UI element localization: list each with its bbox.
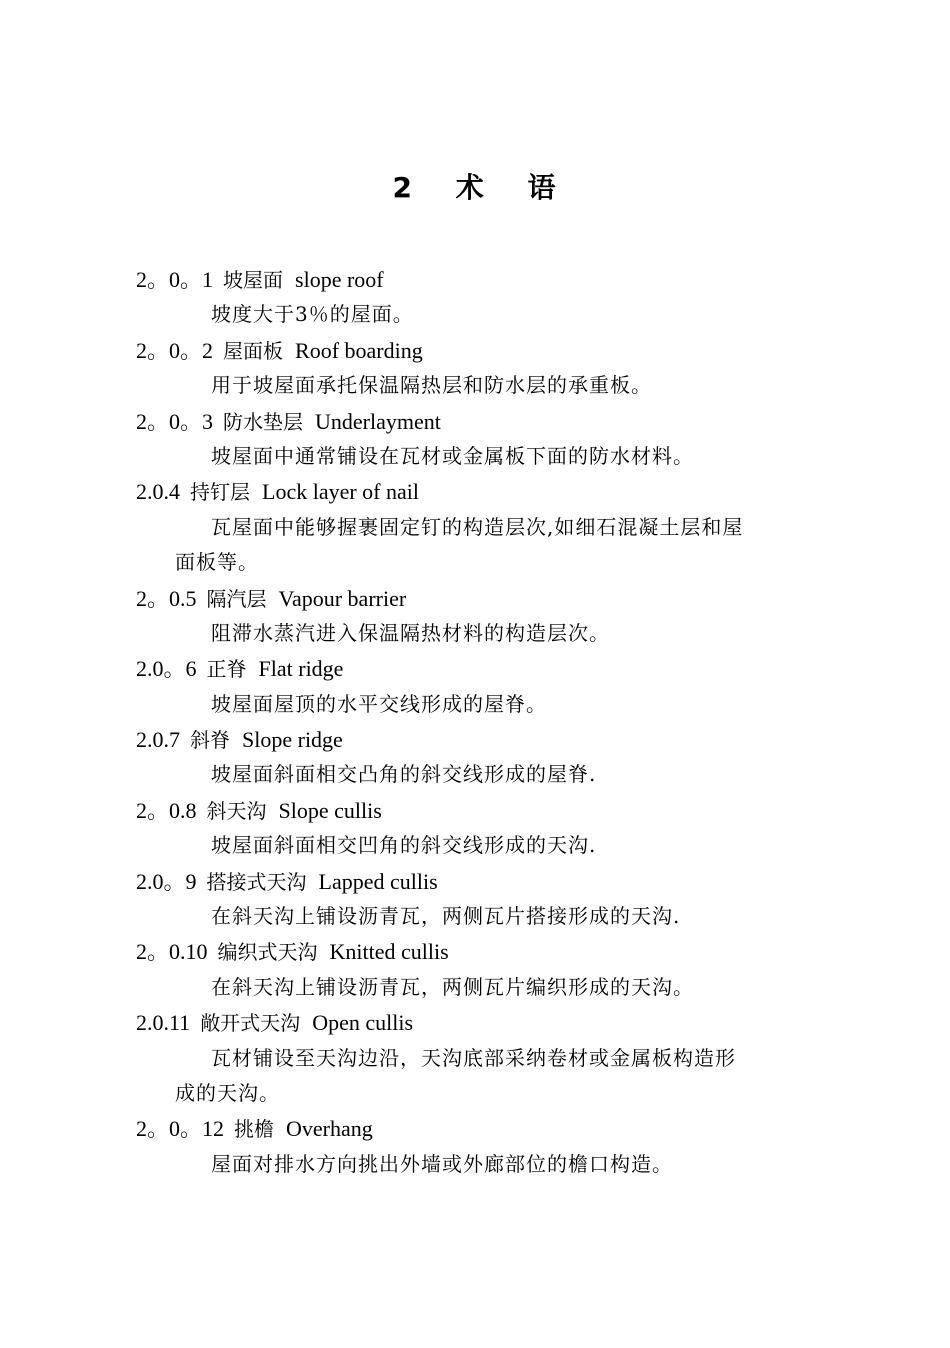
term-definition-continued: 成的天沟。: [175, 1080, 280, 1105]
term-entry: [0, 262, 950, 297]
term-english: Slope ridge: [242, 727, 343, 753]
term-english: Underlayment: [315, 408, 441, 434]
term-english: Open cullis: [312, 1010, 414, 1036]
term-entry: [0, 1111, 950, 1146]
term-number: 2。0。1: [136, 267, 214, 292]
term-number: 2。0。2: [136, 337, 214, 363]
term-number: 2。0.8: [136, 797, 197, 823]
term-entry: [0, 1005, 950, 1040]
chapter-title: 2 术 语: [392, 171, 558, 204]
term-number: 2.0。6: [136, 656, 197, 682]
term-entry: [0, 722, 950, 757]
term-english: Knitted cullis: [329, 939, 449, 965]
term-number: 2。0。3: [136, 408, 214, 434]
term-chinese: 斜脊: [190, 728, 230, 753]
term-chinese: 屋面板: [223, 338, 284, 363]
term-chinese: 正脊: [206, 657, 247, 682]
term-chinese: 斜天沟: [206, 798, 267, 823]
term-english: slope roof: [295, 267, 384, 292]
term-entry: [0, 793, 950, 828]
term-chinese: 编织式天沟: [217, 940, 318, 965]
term-english: Lock layer of nail: [262, 479, 419, 505]
term-chinese: 隔汽层: [206, 586, 267, 611]
term-definition: 坡度大于3％的屋面。: [211, 302, 414, 327]
term-number: 2。0.10: [136, 939, 208, 965]
term-definition-continued: 面板等。: [175, 550, 259, 575]
term-english: Flat ridge: [258, 656, 344, 682]
term-english: Overhang: [286, 1116, 373, 1142]
term-entry: [0, 651, 950, 686]
term-entry: [0, 864, 950, 899]
term-number: 2.0.4: [136, 479, 180, 505]
term-definition: 坡屋面斜面相交凹角的斜交线形成的天沟.: [211, 833, 597, 858]
term-definition: 坡屋面中通常铺设在瓦材或金属板下面的防水材料。: [211, 443, 694, 468]
term-definition: 坡屋面屋顶的水平交线形成的屋脊。: [211, 691, 547, 716]
term-english: Vapour barrier: [278, 585, 407, 611]
term-number: 2.0.11: [136, 1010, 191, 1036]
term-number: 2。0.5: [136, 585, 197, 611]
term-number: 2。0。12: [136, 1116, 225, 1142]
term-number: 2.0.7: [136, 727, 180, 753]
term-entry: [0, 333, 950, 368]
term-entry: [0, 581, 950, 616]
term-definition: 阻滞水蒸汽进入保温隔热材料的构造层次。: [211, 620, 610, 645]
term-definition: 坡屋面斜面相交凸角的斜交线形成的屋脊.: [211, 762, 597, 787]
term-english: Lapped cullis: [318, 868, 438, 894]
term-chinese: 持钉层: [190, 480, 250, 505]
term-definition: 瓦屋面中能够握裹固定钉的构造层次,如细石混凝土层和屋: [211, 514, 744, 539]
term-definition: 在斜天沟上铺设沥青瓦，两侧瓦片编织形成的天沟。: [211, 974, 694, 999]
term-chinese: 敞开式天沟: [200, 1011, 301, 1036]
term-definition: 瓦材铺设至天沟边沿，天沟底部采纳卷材或金属板构造形: [211, 1045, 736, 1070]
term-chinese: 搭接式天沟: [206, 869, 307, 894]
term-chinese: 坡屋面: [223, 268, 284, 292]
term-definition: 在斜天沟上铺设沥青瓦，两侧瓦片搭接形成的天沟.: [211, 904, 681, 929]
term-entry: [0, 404, 950, 439]
term-english: Slope cullis: [278, 797, 382, 823]
term-number: 2.0。9: [136, 868, 197, 894]
term-chinese: 防水垫层: [223, 409, 304, 434]
term-entry: [0, 934, 950, 969]
term-definition: 用于坡屋面承托保温隔热层和防水层的承重板。: [211, 373, 652, 398]
terms-list: [0, 262, 950, 1182]
term-chinese: 挑檐: [234, 1117, 275, 1142]
term-entry: [0, 474, 950, 509]
term-english: Roof boarding: [295, 337, 423, 363]
term-definition: 屋面对排水方向挑出外墙或外廊部位的檐口构造。: [211, 1151, 673, 1176]
